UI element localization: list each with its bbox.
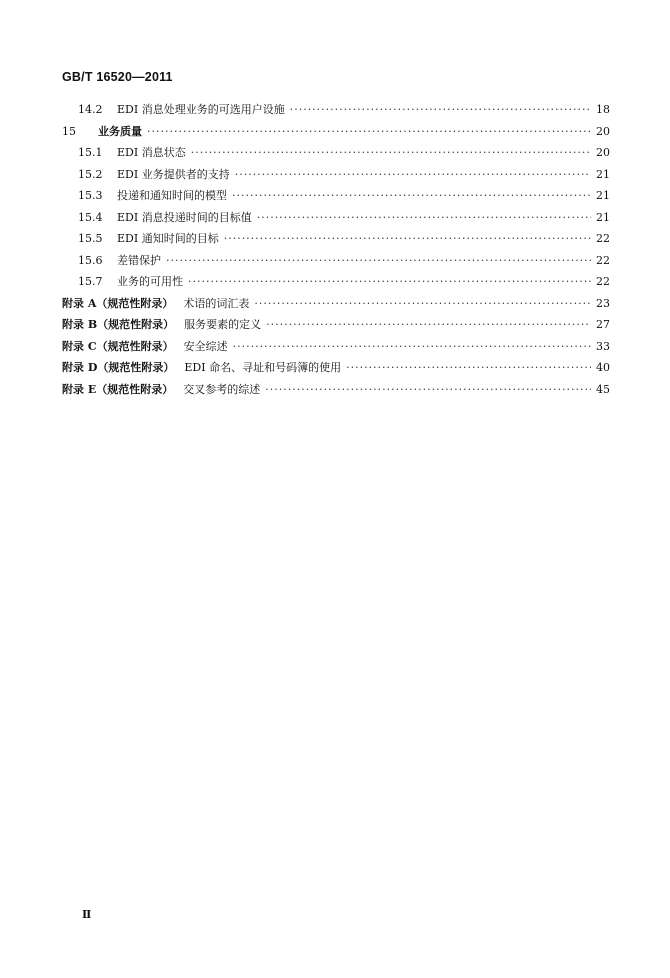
toc-entry-number: 附录 D（规范性附录） [62, 361, 175, 374]
page-number: Ⅱ [82, 908, 92, 921]
toc-leader-dots [188, 275, 591, 288]
toc-leader-dots [147, 125, 591, 138]
toc-entry[interactable] [62, 101, 610, 123]
toc-entry-title: 安全综述 [183, 339, 228, 353]
toc-entry[interactable] [62, 338, 610, 360]
toc-leader-dots [254, 297, 591, 310]
toc-entry-number: 15.6 [78, 253, 103, 267]
toc-entry[interactable] [62, 166, 610, 188]
toc-entry-title: 业务质量 [98, 124, 142, 138]
toc-entry-number: 15.5 [78, 232, 103, 245]
table-of-contents [62, 101, 610, 402]
toc-entry-title: EDI 消息投递时间的目标值 [117, 210, 252, 224]
toc-leader-dots [346, 361, 591, 374]
toc-entry-number: 14.2 [78, 103, 103, 116]
toc-entry-title: 业务的可用性 [117, 275, 183, 288]
toc-leader-dots [166, 254, 591, 267]
toc-entry[interactable] [62, 230, 610, 252]
toc-entry-number: 15.2 [78, 167, 103, 181]
toc-leader-dots [266, 318, 591, 331]
toc-entry-page: 33 [596, 339, 610, 353]
toc-entry[interactable] [62, 359, 610, 381]
toc-entry-page: 40 [596, 361, 610, 374]
toc-entry-page: 21 [596, 210, 610, 224]
standard-code: GB/T 16520—2011 [62, 70, 173, 84]
toc-entry[interactable] [62, 123, 610, 145]
toc-entry-title: 服务要素的定义 [184, 318, 262, 331]
toc-entry-number: 附录 C（规范性附录） [62, 339, 174, 353]
toc-entry[interactable] [62, 252, 610, 274]
toc-entry-page: 22 [596, 275, 610, 288]
toc-entry-page: 45 [596, 382, 610, 396]
toc-entry-page: 21 [596, 189, 610, 202]
toc-entry-page: 21 [596, 167, 610, 181]
toc-entry-page: 22 [596, 232, 610, 245]
toc-entry-title: 差错保护 [117, 253, 161, 267]
toc-entry-title: 投递和通知时间的模型 [117, 189, 227, 202]
toc-entry[interactable] [62, 144, 610, 166]
toc-entry-number: 15.1 [78, 146, 103, 159]
toc-entry-number: 15 [62, 124, 76, 138]
toc-entry-page: 22 [596, 253, 610, 267]
toc-leader-dots [257, 211, 591, 224]
toc-entry-number: 附录 A（规范性附录） [62, 296, 174, 310]
toc-entry-number: 15.3 [78, 189, 103, 202]
toc-entry[interactable] [62, 381, 610, 403]
toc-leader-dots [191, 146, 591, 159]
toc-entry-number: 15.7 [78, 275, 103, 288]
toc-entry[interactable] [62, 295, 610, 317]
toc-entry-title: EDI 命名、寻址和号码簿的使用 [184, 361, 342, 374]
toc-entry-title: 术语的词汇表 [183, 296, 250, 310]
toc-entry-page: 27 [596, 318, 610, 331]
toc-entry-page: 20 [596, 124, 610, 138]
toc-leader-dots [232, 189, 591, 202]
toc-entry-title: EDI 消息处理业务的可选用户设施 [117, 103, 285, 116]
toc-leader-dots [235, 168, 591, 181]
toc-entry[interactable] [62, 209, 610, 231]
toc-entry[interactable] [62, 273, 610, 295]
toc-entry-title: 交叉参考的综述 [183, 382, 261, 396]
toc-entry-number: 附录 B（规范性附录） [62, 318, 175, 331]
toc-entry-title: EDI 消息状态 [117, 146, 186, 159]
toc-entry-page: 18 [596, 103, 610, 116]
toc-leader-dots [290, 103, 591, 116]
toc-entry-page: 20 [596, 146, 610, 159]
toc-entry-number: 附录 E（规范性附录） [62, 382, 174, 396]
toc-entry-number: 15.4 [78, 210, 103, 224]
toc-entry-title: EDI 业务提供者的支持 [117, 167, 230, 181]
toc-leader-dots [224, 232, 591, 245]
toc-leader-dots [265, 383, 591, 396]
toc-leader-dots [233, 340, 591, 353]
toc-entry[interactable] [62, 316, 610, 338]
toc-entry-title: EDI 通知时间的目标 [117, 232, 219, 245]
toc-entry-page: 23 [596, 296, 610, 310]
toc-entry[interactable] [62, 187, 610, 209]
